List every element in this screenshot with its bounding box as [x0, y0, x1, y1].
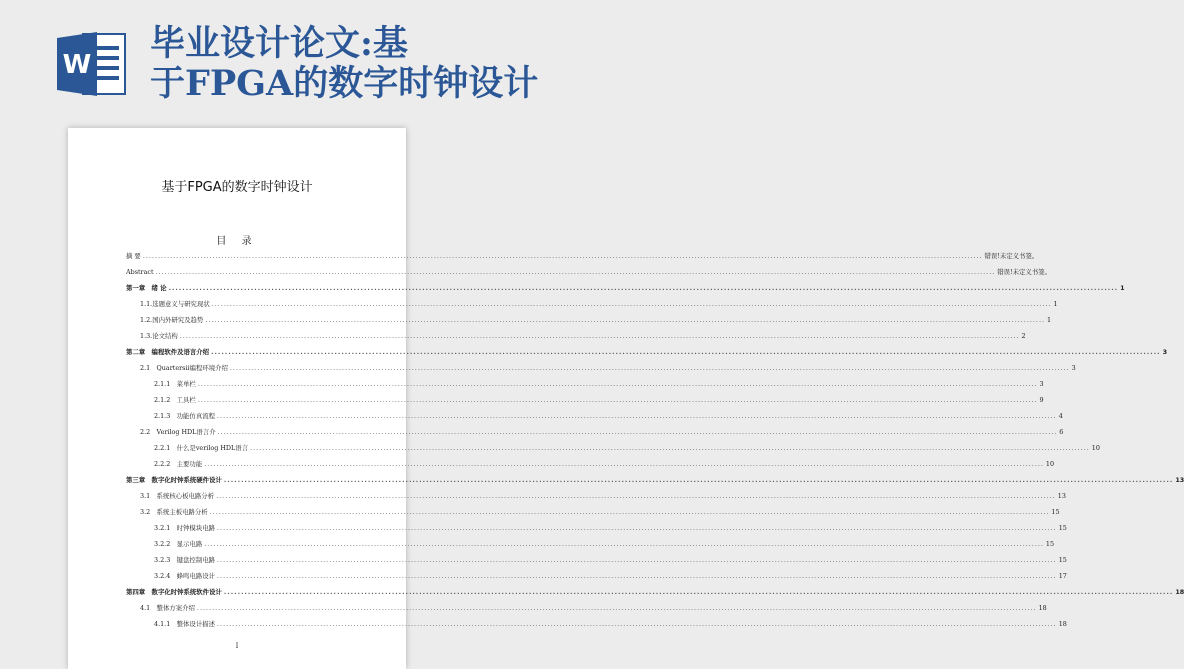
- toc-entry-label: 4.1 整体方案介绍: [140, 604, 195, 612]
- page-number: I: [235, 642, 239, 650]
- toc-entry-label: 3.2.3 键盘控制电路: [154, 556, 215, 564]
- toc-entry-label: 1.1.选题意义与研究现状: [140, 300, 210, 308]
- toc-entry-page: 10: [1091, 444, 1100, 452]
- toc-entry-label: 3.2.1 时钟模块电路: [154, 524, 215, 532]
- toc-leader-dots: [211, 344, 1160, 360]
- toc-entry-label: 2.2.2 主要功能: [154, 460, 203, 468]
- toc-leader-dots: [217, 616, 1057, 632]
- toc-leader-dots: [180, 328, 1020, 344]
- toc-entry-page: 18: [1038, 604, 1047, 612]
- toc-entry-page: 9: [1039, 396, 1044, 404]
- toc-entry[interactable]: [126, 552, 1067, 568]
- toc-leader-dots: [210, 504, 1050, 520]
- toc-heading: 目 录: [216, 236, 258, 247]
- toc-entry-page: 2: [1021, 332, 1026, 340]
- toc-entry[interactable]: [126, 584, 1184, 600]
- toc-entry[interactable]: [126, 536, 1055, 552]
- toc-entry-label: 3.2 系统主板电路分析: [140, 508, 208, 516]
- toc-entry-label: 2.2.1 什么是verilog HDL语言: [154, 444, 249, 452]
- svg-text:W: W: [62, 50, 92, 80]
- toc-entry[interactable]: [126, 488, 1066, 504]
- toc-leader-dots: [216, 488, 1056, 504]
- toc-entry-label: 4.1.1 整体设计描述: [154, 620, 215, 628]
- toc-leader-dots: [224, 472, 1173, 488]
- toc-leader-dots: [212, 296, 1052, 312]
- toc-entry-page: 错误!未定义书签。: [997, 268, 1051, 276]
- toc-entry-page: 15: [1058, 524, 1067, 532]
- toc-leader-dots: [217, 408, 1057, 424]
- toc-entry[interactable]: [126, 600, 1047, 616]
- toc-entry-label: 摘 要: [126, 252, 141, 260]
- toc-entry-page: 17: [1058, 572, 1067, 580]
- toc-leader-dots: [198, 392, 1038, 408]
- toc-entry-page: 1: [1120, 284, 1125, 292]
- toc-entry-page: 3: [1162, 348, 1168, 356]
- banner-title-line2: 于FPGA的数字时钟设计: [150, 63, 539, 104]
- toc-entry-label: 1.3.论文结构: [140, 332, 178, 340]
- toc-entry-page: 10: [1045, 460, 1055, 468]
- toc-entry-page: 15: [1051, 508, 1060, 516]
- toc-entry-page: 3: [1071, 364, 1076, 372]
- toc-entry[interactable]: [126, 472, 1184, 488]
- toc-entry[interactable]: [126, 248, 1039, 264]
- toc-entry-label: 3.1 系统核心板电路分析: [140, 492, 215, 500]
- toc-leader-dots: [197, 600, 1037, 616]
- toc-entry-label: 2.2 Verilog HDL语言介: [140, 428, 216, 436]
- word-icon: [57, 30, 127, 98]
- toc-entry[interactable]: [126, 312, 1052, 328]
- toc-entry-label: 1.2.国内外研究及趋势: [140, 316, 204, 324]
- toc-entry-page: 4: [1058, 412, 1063, 420]
- toc-leader-dots: [230, 360, 1070, 376]
- toc-entry-label: 第三章 数字化时钟系统硬件设计: [126, 476, 222, 484]
- toc-entry-label: 2.1.3 功能仿真流程: [154, 412, 215, 420]
- toc-leader-dots: [204, 456, 1044, 472]
- toc-entry[interactable]: [126, 376, 1044, 392]
- toc-entry-page: 15: [1058, 556, 1067, 564]
- toc-entry-page: 18: [1058, 620, 1067, 628]
- banner-title: [150, 23, 539, 104]
- toc-entry-label: 2.1.1 菜单栏: [154, 380, 196, 388]
- toc-entry-label: 第四章 数字化时钟系统软件设计: [126, 588, 222, 596]
- toc-entry-page: 13: [1057, 492, 1066, 500]
- toc-entry[interactable]: [126, 440, 1100, 456]
- toc-leader-dots: [204, 536, 1044, 552]
- toc-entry[interactable]: [126, 504, 1060, 520]
- toc-entry[interactable]: [126, 568, 1067, 584]
- toc-entry-page: 3: [1039, 380, 1044, 388]
- toc-entry[interactable]: [126, 264, 1051, 280]
- banner-title-line1: 毕业设计论文:基: [150, 23, 408, 64]
- toc-entry[interactable]: [126, 392, 1044, 408]
- toc-entry-label: 3.2.2 显示电路: [154, 540, 203, 548]
- toc-entry[interactable]: [126, 456, 1055, 472]
- toc-leader-dots: [218, 424, 1058, 440]
- toc-leader-dots: [217, 568, 1057, 584]
- toc-leader-dots: [224, 584, 1173, 600]
- toc-entry[interactable]: [126, 360, 1076, 376]
- toc-entry-page: 6: [1059, 428, 1064, 436]
- toc-leader-dots: [156, 264, 996, 280]
- toc-leader-dots: [217, 552, 1057, 568]
- toc-entry-page: 15: [1045, 540, 1055, 548]
- toc-entry-page: 1: [1053, 300, 1058, 308]
- toc-entry-label: 3.2.4 蜂鸣电路设计: [154, 572, 215, 580]
- toc-leader-dots: [169, 280, 1118, 296]
- toc-entry-label: 2.1.2 工具栏: [154, 396, 196, 404]
- toc-leader-dots: [205, 312, 1045, 328]
- document-page: [68, 128, 1184, 669]
- toc-entry-page: 错误!未定义书签。: [984, 252, 1039, 260]
- toc-entry[interactable]: [126, 408, 1063, 424]
- toc-entry[interactable]: [126, 328, 1026, 344]
- toc-leader-dots: [250, 440, 1090, 456]
- toc-entry-label: 第一章 绪 论: [126, 284, 167, 292]
- toc-entry-label: Abstract: [126, 268, 154, 276]
- toc-entry[interactable]: [126, 520, 1067, 536]
- toc-leader-dots: [198, 376, 1038, 392]
- toc-leader-dots: [143, 248, 983, 264]
- toc-entry-page: 18: [1175, 588, 1184, 596]
- toc-entry[interactable]: [126, 344, 1168, 360]
- toc-entry-label: 第二章 编程软件及语言介绍: [126, 348, 210, 356]
- toc-leader-dots: [217, 520, 1057, 536]
- table-of-contents: [126, 248, 1184, 632]
- toc-entry[interactable]: [126, 280, 1125, 296]
- toc-entry-page: 13: [1175, 476, 1184, 484]
- toc-entry-page: 1: [1047, 316, 1052, 324]
- toc-entry[interactable]: [126, 424, 1064, 440]
- toc-entry[interactable]: [126, 296, 1058, 312]
- toc-entry-label: 2.1 Quartersⅱ编程环境介绍: [140, 364, 228, 372]
- document-title: 基于FPGA的数字时钟设计: [161, 180, 313, 195]
- toc-entry[interactable]: [126, 616, 1067, 632]
